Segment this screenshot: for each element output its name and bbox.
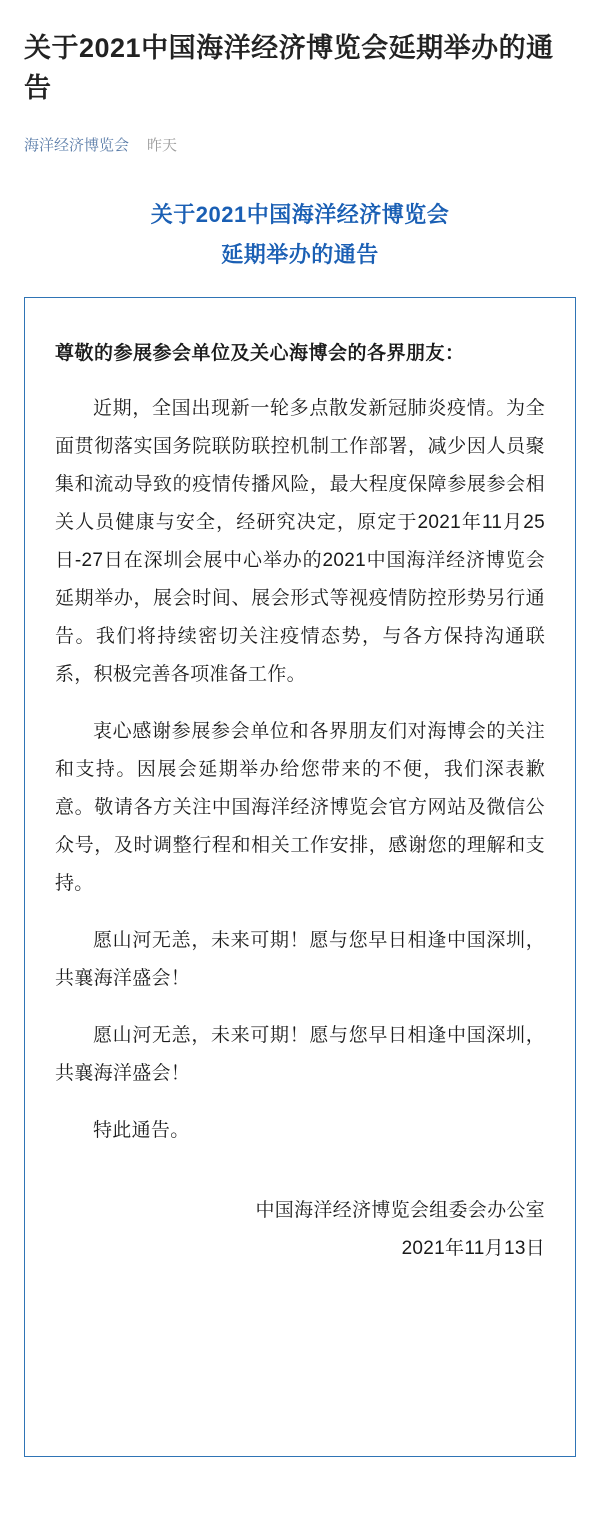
- notice-paragraph: 近期，全国出现新一轮多点散发新冠肺炎疫情。为全面贯彻落实国务院联防联控机制工作部署，减少因人员聚集和流动导致的疫情传播风险，最大程度保障参展参会相关人员健康与安全，经研究决定，原定于2021年11月25日-27日在深圳会展中心举办的2021中国海洋经济博览会延期举办，展会时间、展会形式等视疫情防控形势另行通告。我们将持续密切关注疫情态势，与各方保持沟通联系，积极完善各项准备工作。: [55, 398, 545, 685]
- article-meta: [24, 134, 576, 155]
- article-header: [0, 0, 600, 155]
- notice-heading-line-2: 延期举办的通告: [221, 242, 379, 267]
- article-content: [0, 155, 600, 1457]
- notice-paragraph: 愿山河无恙，未来可期！愿与您早日相逢中国深圳，共襄海洋盛会！: [55, 930, 545, 989]
- notice-salutation: 尊敬的参展参会单位及关心海博会的各界朋友：: [55, 343, 465, 364]
- notice-body-box: [24, 297, 576, 1457]
- notice-paragraph: 愿山河无恙，未来可期！愿与您早日相逢中国深圳，共襄海洋盛会！: [55, 1025, 545, 1084]
- signature-organization: 中国海洋经济博览会组委会办公室: [255, 1200, 545, 1221]
- signature-date: 2021年11月13日: [401, 1238, 545, 1259]
- notice-paragraph: 特此通告。: [93, 1120, 190, 1141]
- notice-signature: [55, 1192, 545, 1268]
- notice-paragraph: 衷心感谢参展参会单位和各界朋友们对海博会的关注和支持。因展会延期举办给您带来的不便，我们深表歉意。敬请各方关注中国海洋经济博览会官方网站及微信公众号，及时调整行程和相关工作安排，感谢您的理解和支持。: [55, 721, 545, 894]
- notice-heading-line-1: 关于2021中国海洋经济博览会: [150, 202, 450, 227]
- account-name[interactable]: 海洋经济博览会: [24, 137, 130, 154]
- publish-time: 昨天: [147, 137, 178, 154]
- notice-heading: [24, 195, 576, 275]
- page-title: 关于2021中国海洋经济博览会延期举办的通告: [24, 33, 554, 103]
